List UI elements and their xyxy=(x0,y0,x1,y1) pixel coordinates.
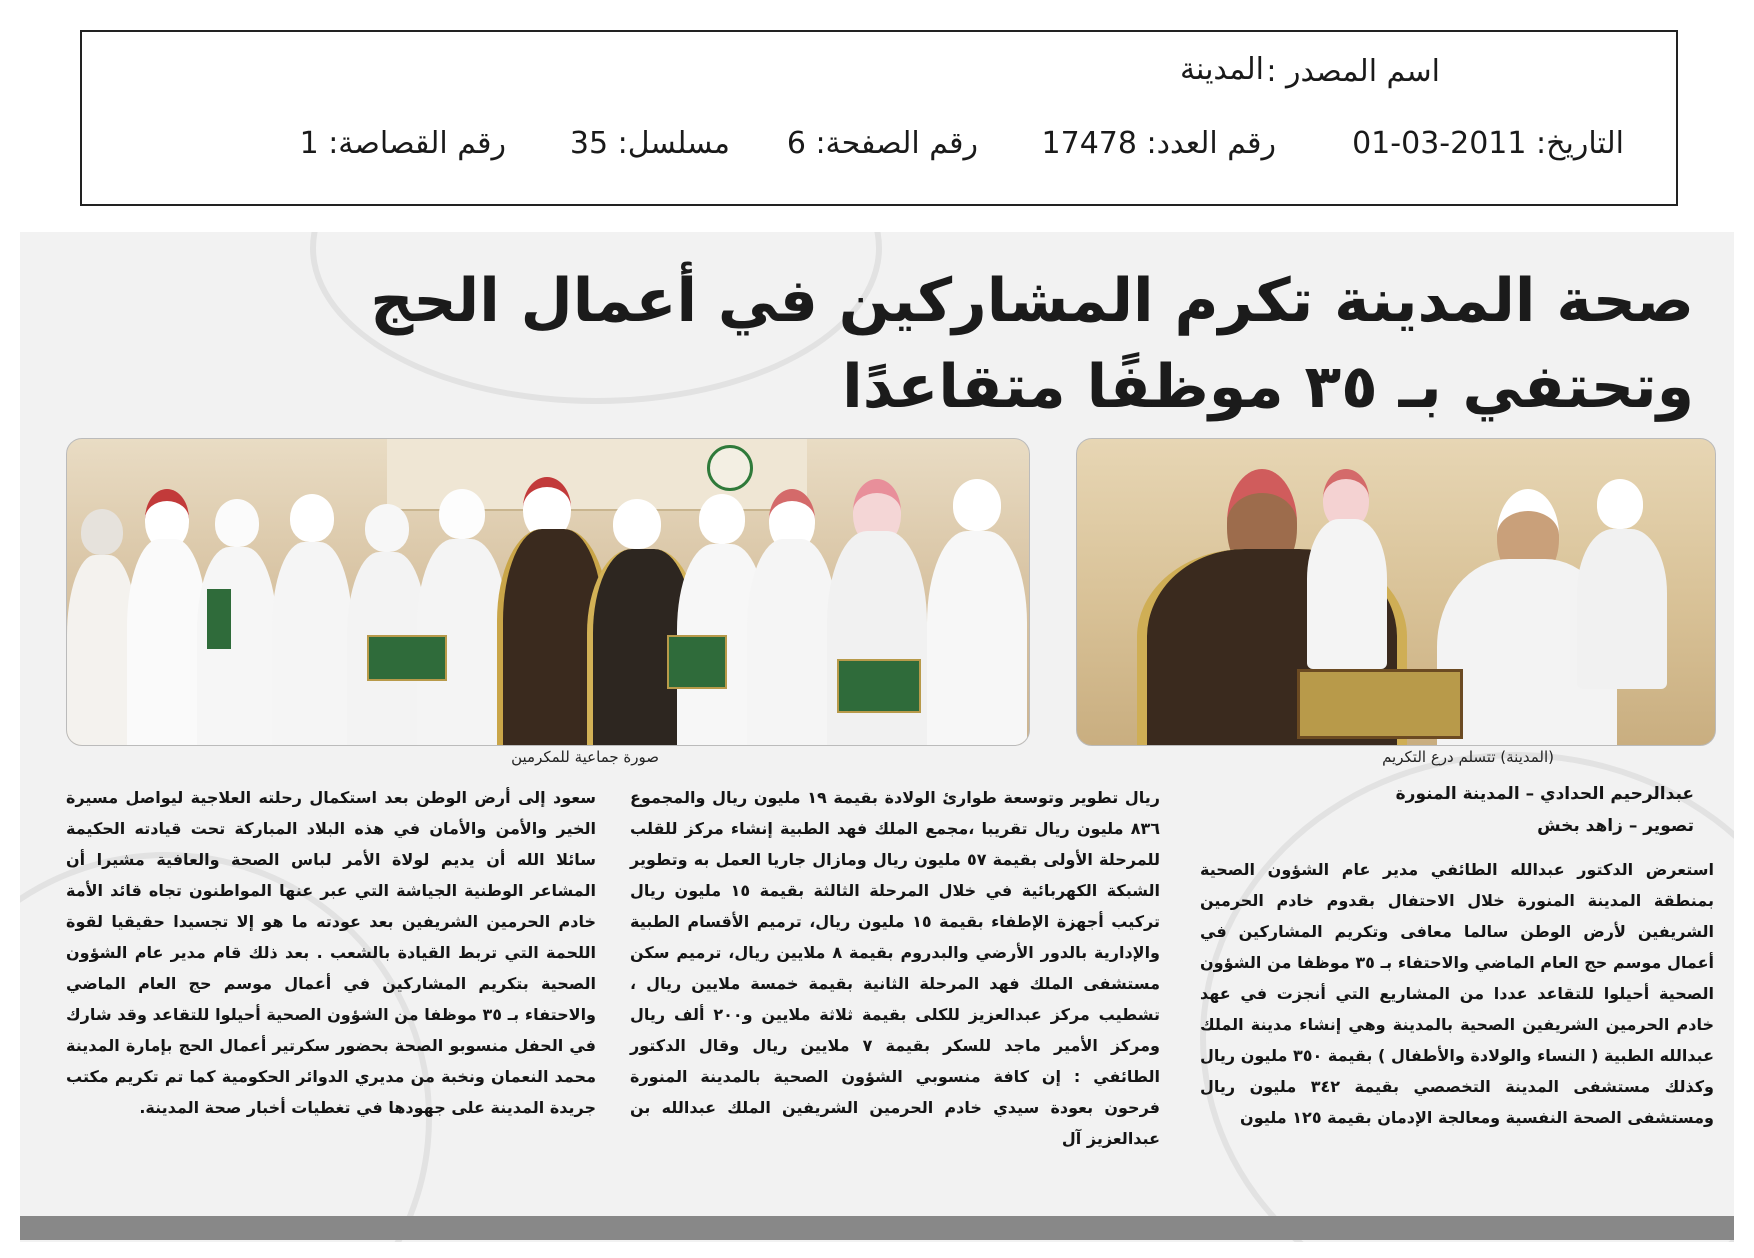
article-column-2: ريال تطوير وتوسعة طوارئ الولادة بقيمة ١٩ مليون ريال والمجموع ٨٣٦ مليون ريال تقريبا ،مجمع الملك فهد الطبية إنشاء مركز للقلب للمرحلة الأولى بقيمة ٥٧ مليون ريال ومازال جاريا العمل به وتطوير الشبكة الكهربائية في خلال المرحلة الثالثة بقيمة ١٥ مليون ريال تركيب أجهزة الإطفاء بقيمة ١٥ مليون ريال، ترميم الأقسام الطبية والإدارية بالدور الأرضي والبدروم بقيمة ٨ ملايين ريال، ترميم سكن مستشفى الملك فهد المرحلة الثانية بقيمة خمسة ملايين ريال ، تشطيب مركز عبدالعزيز للكلى بقيمة ثلاثة ملايين و٢٠٠ ألف ريال ومركز الأمير ماجد للسكر بقيمة ٧ ملايين ريال وقال الدكتور الطائفي : إن كافة منسوبي الشؤون الصحية بالمدينة المنورة فرحون بعودة سيدي خادم الحرمين الشريفين الملك عبدالله بن عبدالعزيز آل xyxy=(630,788,1161,1148)
article-column-1: استعرض الدكتور عبدالله الطائفي مدير عام الشؤون الصحية بمنطقة المدينة المنورة خلال الاحتفال بقدوم خادم الحرمين الشريفين لأرض الوطن سالما معافى وتكريم المشاركين في أعمال موسم حج العام الماضي والاحتفاء بـ ٣٥ موظفا من الشؤون الصحية أحيلوا للتقاعد عددا من المشاريع التي أنجزت في عهد خادم الحرمين الشريفين الصحية بالمدينة وهي إنشاء مدينة الملك عبدالله الطبية ( النساء والولادة والأطفال ) بقيمة ٣٥٠ مليون ريال وكذلك مستشفى المدينة التخصصي بقيمة ٣٤٢ مليون ريال ومستشفى الصحة النفسية ومعالجة الإدمان بقيمة ١٢٥ مليون xyxy=(1200,860,1715,1127)
plaque-handover-photo xyxy=(1076,438,1716,746)
headline-line-2: وتحتفي بـ ٣٥ موظفًا متقاعدًا xyxy=(842,352,1694,422)
date-field: التاريخ: 2011-03-01 xyxy=(1352,126,1624,161)
source-info-box xyxy=(80,30,1678,206)
group-photo xyxy=(66,438,1030,746)
page-bottom-bar xyxy=(20,1216,1734,1240)
byline-author: عبدالرحيم الحدادي – المدينة المنورة xyxy=(1395,784,1694,804)
certificate-4 xyxy=(207,589,231,649)
headline-line-1: صحة المدينة تكرم المشاركين في أعمال الحج xyxy=(370,266,1694,336)
group-photo-caption: صورة جماعية للمكرمين xyxy=(511,748,659,766)
certificate-1 xyxy=(367,635,447,681)
newspaper-clipping xyxy=(20,232,1734,1242)
certificate-3 xyxy=(837,659,921,713)
plaque-photo-caption: (المدينة) تتسلم درع التكريم xyxy=(1382,748,1554,766)
byline-photographer: تصوير – زاهد بخش xyxy=(1537,816,1694,836)
issue-number-field: رقم العدد: 17478 xyxy=(1041,126,1276,161)
article-column-3: سعود إلى أرض الوطن بعد استكمال رحلته العلاجية ليواصل مسيرة الخير والأمن والأمان في هذه البلاد المباركة تحت قيادته الحكيمة سائلا الله أن يديم لولاة الأمر لباس الصحة والعافية مشيرا أن المشاعر الوطنية الجياشة التي عبر عنها المواطنون تجاه قائد الأمة خادم الحرمين الشريفين بعد عودته ما هو إلا تجسيدا حقيقيا لقوة اللحمة التي تربط القيادة بالشعب . بعد ذلك قام مدير عام الشؤون الصحية بتكريم المشاركين في أعمال موسم حج العام الماضي والاحتفاء بـ ٣٥ موظفا من الشؤون الصحية أحيلوا للتقاعد وقد شارك في الحفل منسوبو الصحة بحضور سكرتير أعمال الحج بإمارة المدينة محمد النعمان ونخبة من مديري الدوائر الحكومية كما تم تكريم مكتب جريدة المدينة على جهودها في تغطيات أخبار صحة المدينة. xyxy=(66,788,596,1117)
source-value: المدينة xyxy=(1179,52,1264,87)
serial-field: مسلسل: 35 xyxy=(569,126,730,161)
page-number-field: رقم الصفحة: 6 xyxy=(786,126,978,161)
plaque xyxy=(1297,669,1463,739)
certificate-2 xyxy=(667,635,727,689)
clip-number-field: رقم القصاصة: 1 xyxy=(299,126,506,161)
source-label: اسم المصدر : xyxy=(1266,54,1440,89)
